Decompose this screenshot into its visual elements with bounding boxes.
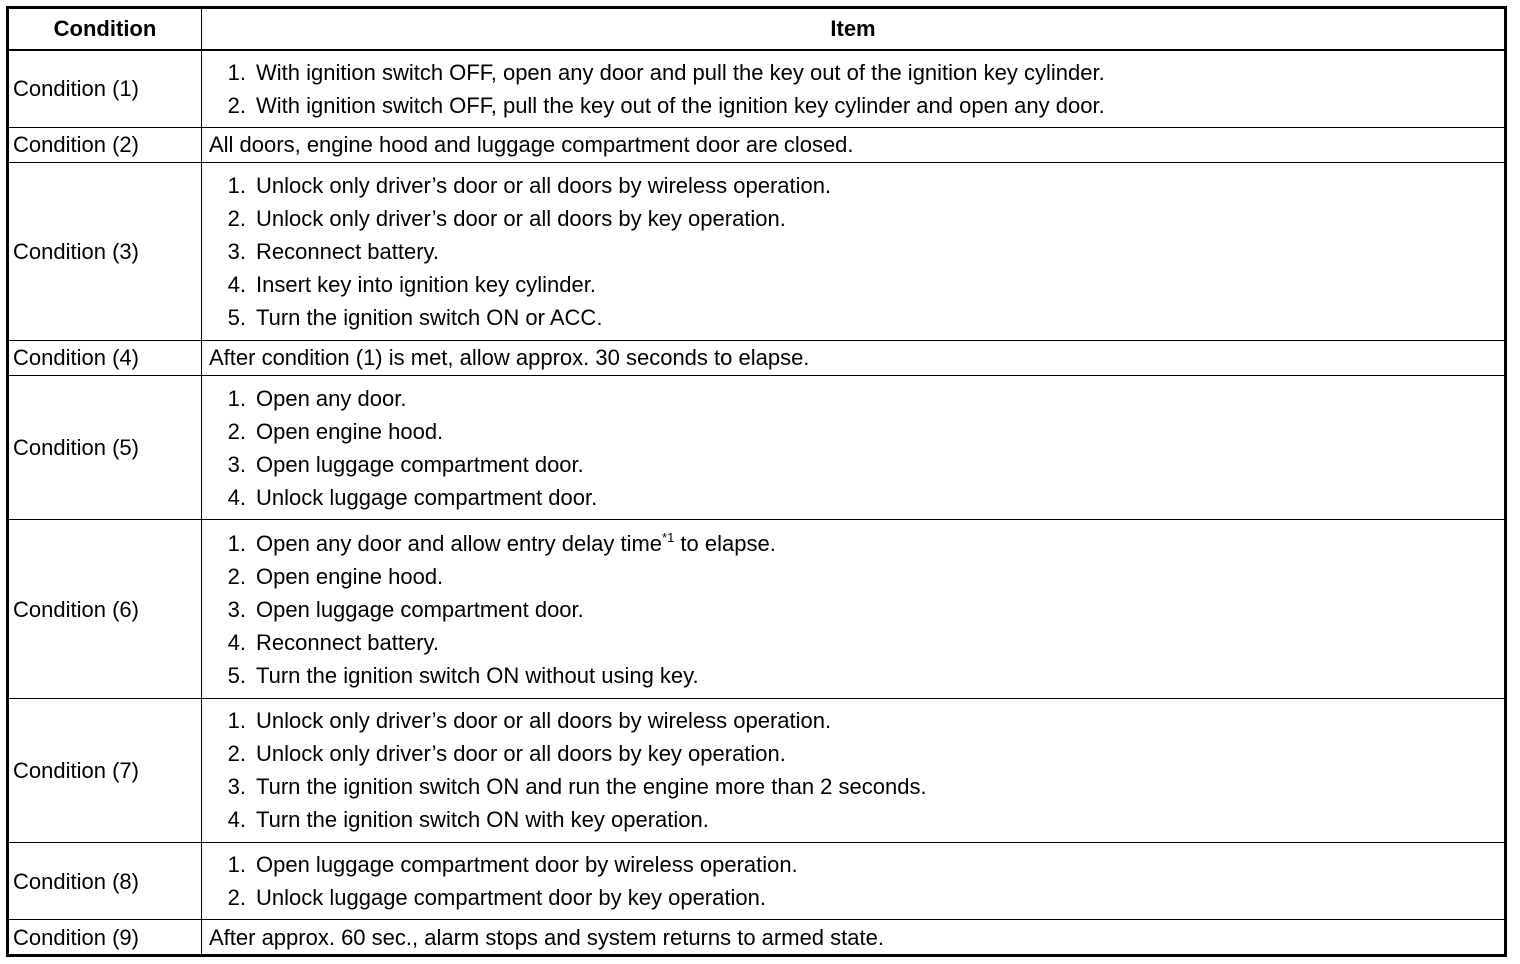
step-item xyxy=(202,56,1504,89)
item-cell xyxy=(202,698,1506,843)
step-number: 2. xyxy=(227,205,246,231)
table-row xyxy=(8,127,1506,162)
step-text: Insert key into ignition key cylinder. xyxy=(256,271,596,297)
condition-label: Condition (9) xyxy=(8,920,202,956)
step-text: Open luggage compartment door by wireless operation. xyxy=(256,852,798,878)
step-number: 5. xyxy=(227,662,246,688)
step-text-wrap xyxy=(256,382,406,415)
step-item xyxy=(202,659,1504,692)
step-text-wrap xyxy=(256,89,1105,122)
step-number: 1. xyxy=(227,708,246,734)
step-text-wrap xyxy=(256,704,831,737)
step-number: 4. xyxy=(227,629,246,655)
step-text-wrap xyxy=(256,481,597,514)
step-text: Turn the ignition switch ON or ACC. xyxy=(256,304,603,330)
header-row xyxy=(8,8,1506,51)
step-number: 5. xyxy=(227,304,246,330)
header-condition: Condition xyxy=(8,8,202,51)
step-text-wrap xyxy=(256,593,584,626)
step-text-wrap xyxy=(256,527,776,560)
step-item xyxy=(202,527,1504,560)
table-row xyxy=(8,698,1506,843)
step-number: 2. xyxy=(227,741,246,767)
step-text-wrap xyxy=(256,848,798,881)
step-item xyxy=(202,481,1504,514)
table-row xyxy=(8,843,1506,920)
step-item xyxy=(202,737,1504,770)
step-item xyxy=(202,202,1504,235)
step-text: Open engine hood. xyxy=(256,563,444,589)
step-number: 3. xyxy=(227,238,246,264)
step-item xyxy=(202,803,1504,836)
item-cell: After approx. 60 sec., alarm stops and system returns to armed state. xyxy=(202,920,1506,956)
step-text-wrap xyxy=(256,448,584,481)
step-text: Turn the ignition switch ON and run the engine more than 2 seconds. xyxy=(256,774,927,800)
header-item: Item xyxy=(202,8,1506,51)
step-item xyxy=(202,89,1504,122)
table-body xyxy=(8,50,1506,956)
step-text: Turn the ignition switch ON with key operation. xyxy=(256,807,709,833)
step-text: Open luggage compartment door. xyxy=(256,451,584,477)
condition-label: Condition (2) xyxy=(8,127,202,162)
step-text: Unlock only driver’s door or all doors by key operation. xyxy=(256,205,786,231)
step-text-wrap xyxy=(256,881,766,914)
footnote-marker: *1 xyxy=(662,529,675,545)
item-cell: After condition (1) is met, allow approx. 30 seconds to elapse. xyxy=(202,341,1506,376)
step-number: 1. xyxy=(227,172,246,198)
step-text: With ignition switch OFF, pull the key out of the ignition key cylinder and open any door. xyxy=(256,92,1105,118)
step-text-wrap xyxy=(256,803,709,836)
step-text: Open any door. xyxy=(256,385,407,411)
step-number: 4. xyxy=(227,271,246,297)
step-item xyxy=(202,881,1504,914)
item-cell xyxy=(202,375,1506,520)
step-text: Reconnect battery. xyxy=(256,238,440,264)
condition-label: Condition (7) xyxy=(8,698,202,843)
item-cell: All doors, engine hood and luggage compartment door are closed. xyxy=(202,127,1506,162)
step-item xyxy=(202,770,1504,803)
step-text: Turn the ignition switch ON without using key. xyxy=(256,662,699,688)
step-number: 1. xyxy=(227,852,246,878)
step-number: 4. xyxy=(227,807,246,833)
step-number: 2. xyxy=(227,885,246,911)
step-item xyxy=(202,415,1504,448)
step-item xyxy=(202,169,1504,202)
step-number: 3. xyxy=(227,596,246,622)
step-number: 2. xyxy=(227,563,246,589)
step-number: 3. xyxy=(227,451,246,477)
item-cell xyxy=(202,520,1506,698)
step-text-wrap xyxy=(256,56,1105,89)
step-text: Unlock only driver’s door or all doors by key operation. xyxy=(256,741,786,767)
step-number: 2. xyxy=(227,418,246,444)
step-item xyxy=(202,268,1504,301)
item-cell xyxy=(202,162,1506,340)
step-number: 2. xyxy=(227,92,246,118)
condition-label: Condition (5) xyxy=(8,375,202,520)
step-item xyxy=(202,301,1504,334)
step-item xyxy=(202,235,1504,268)
condition-label: Condition (4) xyxy=(8,341,202,376)
step-text-wrap xyxy=(256,659,699,692)
condition-label: Condition (6) xyxy=(8,520,202,698)
step-number: 1. xyxy=(227,530,246,556)
step-text: Unlock only driver’s door or all doors by wireless operation. xyxy=(256,708,832,734)
table-row xyxy=(8,520,1506,698)
step-text: Open luggage compartment door. xyxy=(256,596,584,622)
step-number: 1. xyxy=(227,385,246,411)
step-text-wrap xyxy=(256,235,439,268)
step-text: With ignition switch OFF, open any door and pull the key out of the ignition key cylinder. xyxy=(256,59,1105,85)
table-row xyxy=(8,162,1506,340)
step-text-wrap xyxy=(256,268,596,301)
step-number: 3. xyxy=(227,774,246,800)
table-row xyxy=(8,341,1506,376)
condition-label: Condition (3) xyxy=(8,162,202,340)
step-item xyxy=(202,382,1504,415)
step-text-wrap xyxy=(256,169,831,202)
step-number: 4. xyxy=(227,484,246,510)
step-text-wrap xyxy=(256,737,786,770)
step-item xyxy=(202,626,1504,659)
step-text-wrap xyxy=(256,770,927,803)
step-item xyxy=(202,560,1504,593)
step-text-wrap xyxy=(256,626,439,659)
step-item xyxy=(202,448,1504,481)
item-cell xyxy=(202,843,1506,920)
step-text: Open engine hood. xyxy=(256,418,444,444)
condition-table xyxy=(6,6,1507,957)
step-item xyxy=(202,848,1504,881)
step-text-continued: to elapse. xyxy=(674,530,776,556)
step-text: Unlock luggage compartment door. xyxy=(256,484,598,510)
step-item xyxy=(202,593,1504,626)
step-text-wrap xyxy=(256,415,443,448)
table-row xyxy=(8,375,1506,520)
table-row xyxy=(8,920,1506,956)
item-cell xyxy=(202,50,1506,127)
step-item xyxy=(202,704,1504,737)
step-text: Open any door and allow entry delay time xyxy=(256,530,663,556)
condition-label: Condition (1) xyxy=(8,50,202,127)
condition-label: Condition (8) xyxy=(8,843,202,920)
step-text-wrap xyxy=(256,202,786,235)
step-text-wrap xyxy=(256,560,443,593)
step-text-wrap xyxy=(256,301,602,334)
table-row xyxy=(8,50,1506,127)
step-number: 1. xyxy=(227,59,246,85)
step-text: Unlock luggage compartment door by key operation. xyxy=(256,885,766,911)
step-text: Reconnect battery. xyxy=(256,629,440,655)
step-text: Unlock only driver’s door or all doors by wireless operation. xyxy=(256,172,832,198)
